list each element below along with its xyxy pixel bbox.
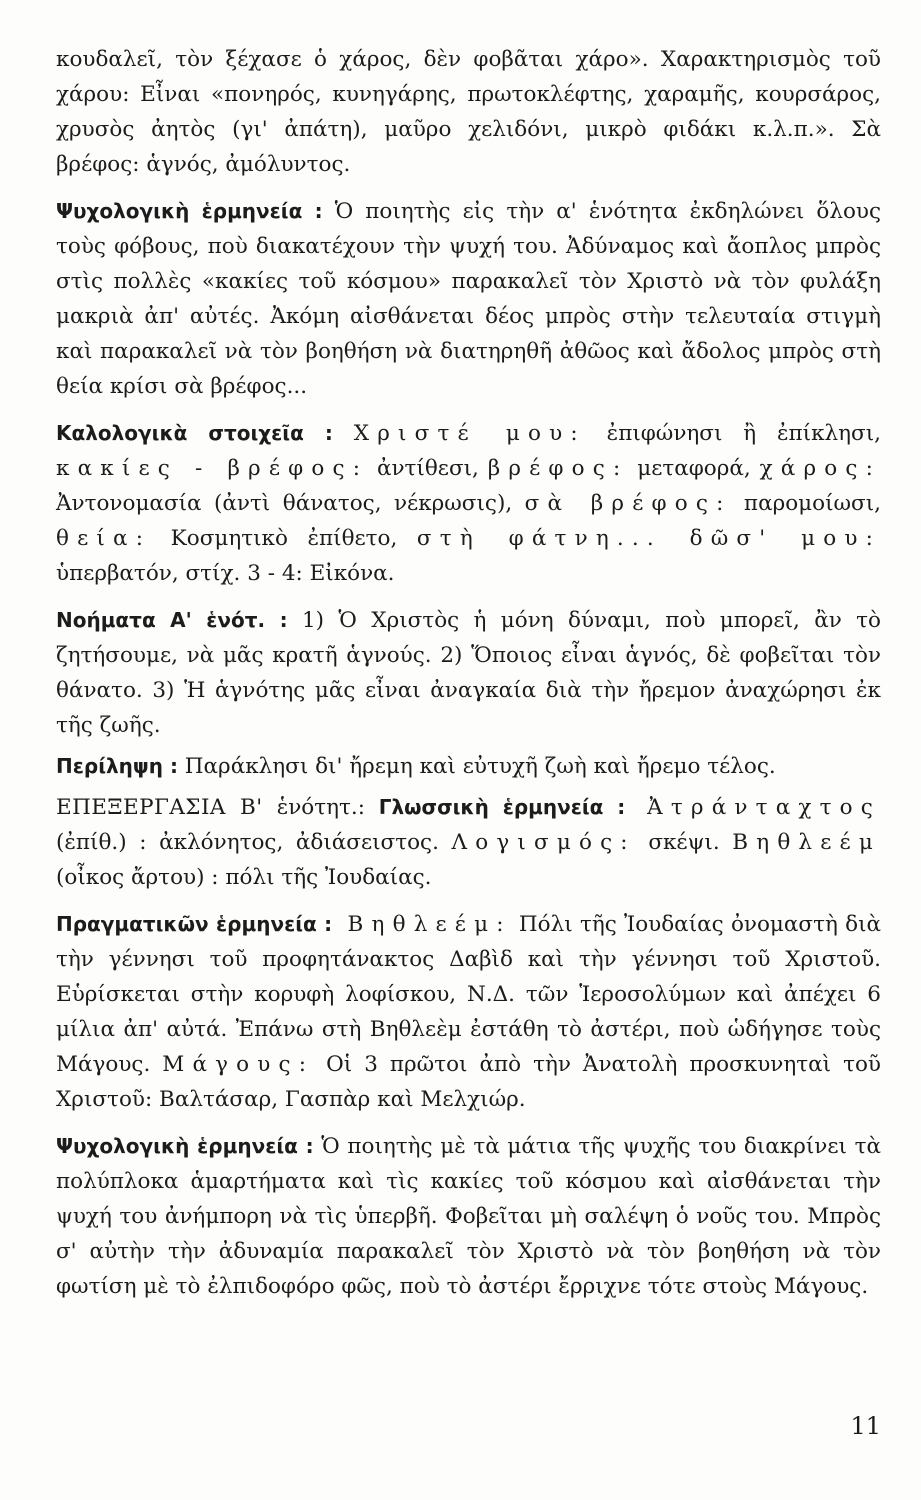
paragraph-text: σκέψι. (635, 830, 733, 855)
page-text (56, 42, 881, 1304)
spaced-term: βρέφος: (487, 456, 629, 481)
paragraph-text: ἐπιφώνησι ἢ ἐπίκλησι, (585, 421, 881, 446)
paragraph-text: (οἶκος ἄρτου) : πόλι τῆς Ἰουδαίας. (56, 865, 432, 890)
paragraph-text: Ὁ ποιητὴς εἰς τὴν α' ἑνότητα ἐκδηλώνει ὅλους τοὺς φόβους, ποὺ διακατέχουν τὴν ψυχή του. Ἀδύναμος καὶ ἄοπλος μπρὸς στὶς πολλὲς «κακίες τοῦ κόσμου» παρακαλεῖ τὸν Χριστὸ νὰ τὸν φυλάξη μακριὰ ἀπ' αὐτές. Ἀκόμη αἰσθάνεται δέος μπρὸς στὴν τελευταία στιγμὴ καὶ παρακαλεῖ νὰ τὸν βοηθήση νὰ διατηρηθῆ ἀθῶος καὶ ἄδολος μπρὸς στὴ θεία κρίσι σὰ βρέφος... (56, 199, 882, 399)
section-heading: Ψυχολογικὴ ἑρμηνεία : (56, 1134, 314, 1158)
paragraph-text: Οἱ 3 πρῶτοι ἀπὸ τὴν Ἀνατολὴ προσκυνηταὶ τοῦ Χριστοῦ: Βαλτάσαρ, Γασπὰρ καὶ Μελχιώρ. (56, 1052, 881, 1112)
section-heading: Πραγματικῶν ἑρμηνεία : (56, 912, 333, 936)
paragraph-factual-interpretation (56, 907, 881, 1117)
spaced-term: στὴ φάτνη... δῶσ' μου: (416, 526, 881, 551)
paragraph-text: (ἐπίθ.) : ἀκλόνητος, ἀδιάσειστος. (56, 830, 452, 855)
section-heading: Γλωσσικὴ ἑρμηνεία : (378, 795, 626, 819)
paragraph-text: Πόλι τῆς Ἰουδαίας ὀνομαστὴ διὰ τὴν γέννησι τοῦ προφητάνακτος Δαβὶδ καὶ τὴν γέννησι τοῦ Χριστοῦ. Εὑρίσκεται στὴν κορυφὴ λοφίσκου, Ν.Δ. τῶν Ἱεροσολύμων καὶ ἀπέχει 6 μίλια ἀπ' αὐτά. Ἐπάνω στὴ Βηθλεὲμ ἐστάθη τὸ ἀστέρι, ποὺ ὡδήγησε τοὺς Μάγους. (56, 912, 882, 1077)
paragraph-text: ὑπερβατόν, στίχ. 3 - 4: Εἰκόνα. (56, 561, 395, 586)
paragraph-text: ἀντίθεσι, (368, 456, 488, 481)
spaced-term: Ἀτράνταχτος (625, 795, 881, 820)
paragraph-meanings (56, 603, 881, 743)
section-heading: Νοήματα Α' ἑνότ. : (56, 608, 288, 632)
spaced-term: Λογισμός: (451, 830, 636, 855)
paragraph-death-characterization (56, 42, 881, 182)
spaced-term: Βηθλεέμ: (332, 912, 512, 937)
paragraph-text: ἑνότητ.: (276, 795, 379, 820)
spaced-term: χάρος: (759, 456, 882, 481)
paragraph-text: μεταφορά, (628, 456, 760, 481)
paragraph-psychological-interpretation-1 (56, 194, 881, 404)
spaced-term: Μάγους: (162, 1052, 315, 1077)
paragraph-text: κουδαλεῖ, τὸν ξέχασε ὁ χάρος, δὲν φοβᾶται χάρο». Χαρακτηρισμὸς τοῦ χάρου: Εἶναι «πονηρός, κυνηγάρης, πρωτοκλέφτης, χαραμῆς, κουρσάρος, χρυσὸς ἀητὸς (γι' ἀπάτη), μαῦρο χελιδόνι, μικρὸ φιδάκι κ.λ.π.». Σὰ βρέφος: ἁγνός, ἀμόλυντος. (56, 47, 881, 177)
paragraph-text: Παράκλησι δι' ἤρεμη καὶ εὐτυχῆ ζωὴ καὶ ἤρεμο τέλος. (177, 754, 776, 779)
paragraph-text: 1) Ὁ Χριστὸς ἡ μόνη δύναμι, ποὺ μπορεῖ, ἂν τὸ ζητήσουμε, νὰ μᾶς κρατῆ ἁγνούς. 2) Ὅποιος εἶναι ἁγνός, δὲ φοβεῖται τὸν θάνατο. 3) Ἡ ἁγνότης μᾶς εἶναι ἀναγκαία διὰ τὴν ἤρεμον ἀναχώρησι ἐκ τῆς ζωῆς. (56, 608, 881, 738)
page-number: 11 (850, 1412, 881, 1440)
paragraph-stylistic-elements (56, 416, 881, 591)
spaced-term: Χριστέ μου: (353, 421, 586, 446)
paragraph-summary (56, 749, 881, 784)
spaced-term: κακίες - βρέφος: (56, 456, 369, 481)
paragraph-text: Κοσμητικὸ ἐπίθετο, (151, 526, 417, 551)
section-heading: Ψυχολογικὴ ἑρμηνεία : (56, 199, 323, 223)
section-heading: Περίληψη : (56, 754, 178, 778)
paragraph-text: Ὁ ποιητὴς μὲ τὰ μάτια τῆς ψυχῆς του διακρίνει τὰ πολύπλοκα ἁμαρτήματα καὶ τὶς κακίες τοῦ κόσμου καὶ αἰσθάνεται τὴν ψυχή του ἀνήμπορη νὰ τὶς ὑπερβῆ. Φοβεῖται μὴ σαλέψη ὁ νοῦς του. Μπρὸς σ' αὐτὴν τὴν ἀδυναμία παρακαλεῖ τὸν Χριστὸ νὰ τὸν βοηθήση νὰ τὸν φωτίση μὲ τὸ ἐλπιδοφόρο φῶς, ποὺ τὸ ἀστέρι ἔρριχνε τότε στοὺς Μάγους. (56, 1134, 881, 1299)
paragraph-psychological-interpretation-2 (56, 1129, 881, 1304)
spaced-term: σὰ βρέφος: (524, 491, 732, 516)
paragraph-linguistic-interpretation (56, 790, 881, 895)
spaced-term: θεία: (56, 526, 152, 551)
paragraph-text: παρομοίωσι, (731, 491, 881, 516)
spaced-term: Βηθλεέμ (732, 830, 881, 855)
paragraph-text: Ἀντονομασία (ἀντὶ θάνατος, νέκρωσις), (56, 491, 525, 516)
section-heading: Καλολογικὰ στοιχεῖα : (56, 421, 333, 445)
section-label: ΕΠΕΞΕΡΓΑΣΙΑ Β' (56, 795, 277, 820)
